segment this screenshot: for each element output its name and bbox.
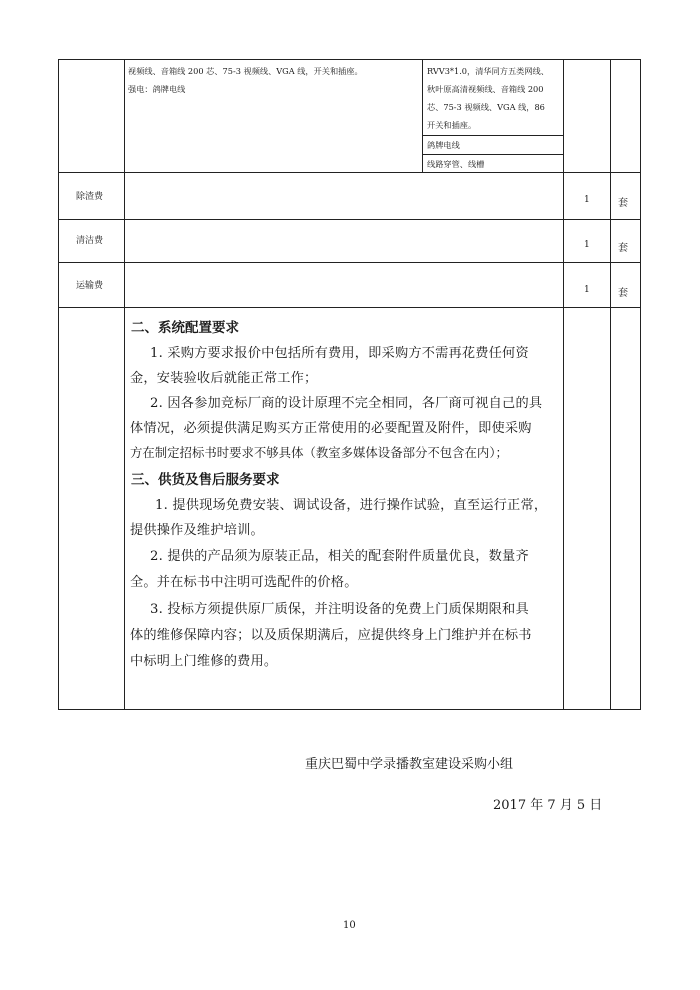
requirement-line: 全。并在标书中注明可选配件的价格。 [130,575,358,590]
requirement-line: 体情况，必须提供满足购买方正常使用的必要配置及附件，即使采购 [130,421,532,436]
fee-name: 清洁费 [76,236,104,246]
section-heading: 二、系统配置要求 [131,320,239,336]
page-number: 10 [343,920,356,931]
fee-quantity: 1 [584,240,590,250]
requirement-line: 提供操作及维护培训。 [130,523,264,538]
brand-sub-text: 鸽牌电线 [427,140,460,150]
section-heading: 三、供货及售后服务要求 [131,472,280,488]
requirement-line: 金，安装验收后就能正常工作； [130,371,318,386]
requirement-line: 2. 因各参加竞标厂商的设计原理不完全相同，各厂商可视自己的具 [150,396,543,411]
row-divider [58,172,641,173]
brand-text-line: 开关和插座。 [427,120,477,130]
requirement-line: 1. 提供现场免费安装、调试设备，进行操作试验，直至运行正常， [155,498,548,513]
column-divider [124,59,125,710]
column-divider [610,59,611,710]
row-divider [58,262,641,263]
fee-unit: 套 [618,243,628,254]
requirement-line: 3. 投标方须提供原厂质保，并注明设备的免费上门质保期限和具 [150,602,529,617]
row-divider [58,219,641,220]
requirement-line: 体的维修保障内容；以及质保期满后，应提供终身上门维护并在标书 [130,628,532,643]
signature-organization: 重庆巴蜀中学录播教室建设采购小组 [305,757,514,772]
spec-text-line: 视频线、音箱线 200 芯、75-3 视频线、VGA 线，开关和插座。 [128,66,363,76]
brand-text-line: 秋叶原高清视频线、音箱线 200 [427,84,544,94]
table-top-border [58,59,641,60]
table-right-border [640,59,641,710]
table-left-border [58,59,59,710]
row-divider [58,307,641,308]
fee-unit: 套 [618,288,628,299]
requirement-line: 方在制定招标书时要求不够具体（教室多媒体设备部分不包含在内）； [130,445,508,460]
fee-name: 除渣费 [76,192,104,202]
brand-text-line: RVV3*1.0，清华同方五类网线、 [427,66,549,76]
table-bottom-border [58,709,641,710]
fee-name: 运输费 [76,281,104,291]
requirement-line: 2. 提供的产品须为原装正品，相关的配套附件质量优良，数量齐 [150,549,529,564]
requirement-line: 1. 采购方要求报价中包括所有费用，即采购方不需再花费任何资 [150,346,529,361]
fee-unit: 套 [618,198,628,209]
signature-date: 2017 年 7 月 5 日 [493,798,603,813]
brand-sub-text: 线路穿管、线槽 [427,159,485,169]
fee-quantity: 1 [584,195,590,205]
column-divider [422,59,423,173]
requirement-line: 中标明上门维修的费用。 [130,654,278,669]
spec-text-line: 强电：鸽牌电线 [128,84,186,94]
fee-quantity: 1 [584,285,590,295]
column-divider [563,59,564,710]
brand-text-line: 芯、75-3 视频线、VGA 线，86 [427,102,545,112]
